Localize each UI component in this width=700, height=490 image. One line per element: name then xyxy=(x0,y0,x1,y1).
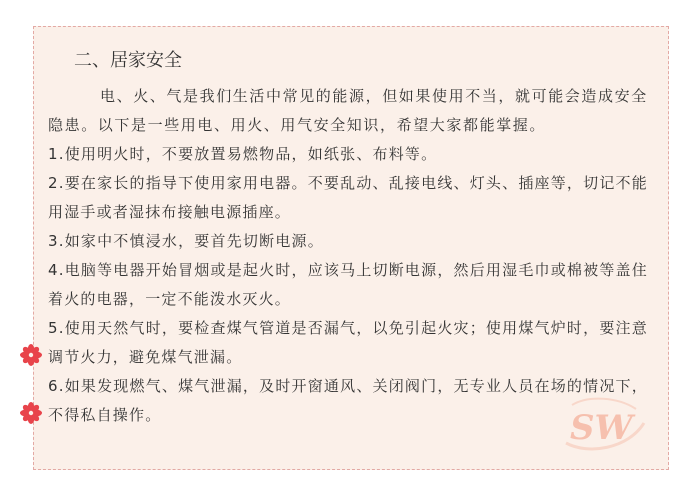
list-item-6: 6.如果发现燃气、煤气泄漏，及时开窗通风、关闭阀门，无专业人员在场的情况下，不得私自操作。 xyxy=(48,377,648,424)
intro-paragraph: 电、火、气是我们生活中常见的能源，但如果使用不当，就可能会造成安全隐患。以下是一些用电、用火、用气安全知识，希望大家都能掌握。 xyxy=(48,87,648,134)
list-item-5: 5.使用天然气时，要检查煤气管道是否漏气，以免引起火灾；使用煤气炉时，要注意调节火力，避免煤气泄漏。 xyxy=(48,319,648,366)
section-title: 二、居家安全 xyxy=(74,50,182,71)
list-item-3: 3.如家中不慎浸水，要首先切断电源。 xyxy=(48,232,324,250)
content-card xyxy=(33,26,669,470)
red-flower-icon xyxy=(20,402,42,424)
list-item-1: 1.使用明火时，不要放置易燃物品，如纸张、布料等。 xyxy=(48,145,438,163)
watermark-text: SW xyxy=(570,408,633,448)
article-body xyxy=(48,47,658,430)
red-flower-icon xyxy=(20,344,42,366)
list-item-2: 2.要在家长的指导下使用家用电器。不要乱动、乱接电线、灯头、插座等，切记不能用湿手或者湿抹布接触电源插座。 xyxy=(48,174,648,221)
list-item-4: 4.电脑等电器开始冒烟或是起火时，应该马上切断电源，然后用湿毛巾或棉被等盖住着火的电器，一定不能泼水灭火。 xyxy=(48,261,648,308)
sw-logo-icon xyxy=(558,393,648,455)
